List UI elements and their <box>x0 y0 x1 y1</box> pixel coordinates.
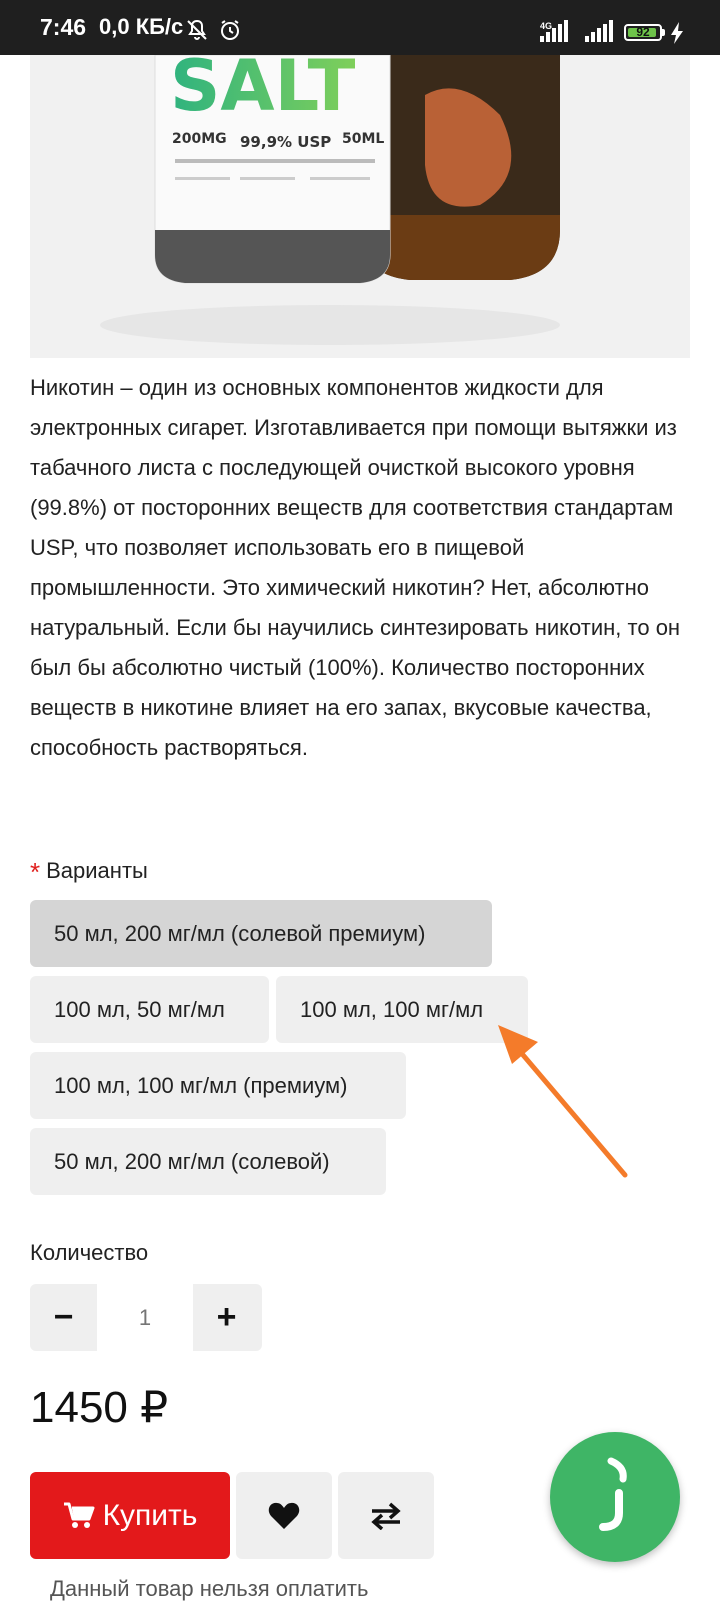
battery-percentage: 92 <box>636 25 650 39</box>
payment-note: Данный товар нельзя оплатить <box>50 1576 369 1601</box>
network-type-label: 4G <box>540 21 553 31</box>
compare-arrows-icon <box>370 1502 402 1530</box>
status-network-speed: 0,0 КБ/с <box>99 14 184 39</box>
variant-option-salt-premium[interactable]: 50 мл, 200 мг/мл (солевой премиум) <box>30 900 492 967</box>
compare-button[interactable] <box>338 1472 434 1559</box>
product-price: 1450 ₽ <box>30 1383 169 1432</box>
add-to-wishlist-button[interactable] <box>236 1472 332 1559</box>
status-bar <box>0 0 720 55</box>
mute-icon <box>185 18 209 42</box>
chat-widget-button[interactable] <box>550 1432 680 1562</box>
variants-label: Варианты <box>46 858 148 883</box>
quantity-input[interactable] <box>97 1284 193 1351</box>
product-description: Никотин – один из основных компонентов жидкости для электронных сигарет. Изготавливается при помощи вытяжки из табачного листа с последующей очисткой высокого уровня (99.8%) от посторонних веществ для соответствия стандартам USP, что позволяет использовать его в пищевой промышленности. Это химический никотин? Нет, абсолютно натуральный. Если бы научились синтезировать никотин, то он был бы абсолютно чистый (100%). Количество посторонних веществ в никотине влияет на его запах, вкусовые качества, способность растворяться. <box>30 375 681 760</box>
battery-nub <box>662 29 665 36</box>
status-time: 7:46 <box>40 14 87 40</box>
variant-option-salt[interactable]: 50 мл, 200 мг/мл (солевой) <box>30 1128 386 1195</box>
chat-logo-icon <box>585 1457 645 1537</box>
variants-heading <box>30 854 148 885</box>
annotation-arrow <box>490 1020 630 1180</box>
signal-icon <box>583 20 613 44</box>
variant-option-100ml-100mg[interactable]: 100 мл, 100 мг/мл <box>276 976 528 1043</box>
bottle-spec-purity: 99,9% USP <box>240 133 332 151</box>
signal-icon <box>538 20 568 44</box>
quantity-decrease-button[interactable]: − <box>53 1298 74 1336</box>
required-mark: * <box>30 857 41 887</box>
variant-option-100ml-50mg[interactable]: 100 мл, 50 мг/мл <box>30 976 269 1043</box>
bottle-spec-strength: 200MG <box>172 131 227 147</box>
product-image[interactable] <box>30 55 690 358</box>
quantity-stepper <box>30 1284 262 1351</box>
battery-icon <box>624 24 662 41</box>
quantity-increase-button[interactable]: + <box>216 1298 237 1336</box>
bottle-brand-text: SALT <box>170 55 356 127</box>
buy-button[interactable] <box>30 1472 230 1559</box>
buy-button-label: Купить <box>102 1498 198 1532</box>
cart-icon <box>63 1502 95 1530</box>
charging-icon <box>670 22 684 44</box>
product-bottles-illustration <box>30 55 690 358</box>
quantity-label: Количество <box>30 1240 149 1265</box>
heart-icon <box>268 1502 300 1530</box>
bottle-spec-volume: 50ML <box>342 131 385 147</box>
alarm-icon <box>218 18 242 42</box>
variant-option-100ml-100mg-premium[interactable]: 100 мл, 100 мг/мл (премиум) <box>30 1052 406 1119</box>
